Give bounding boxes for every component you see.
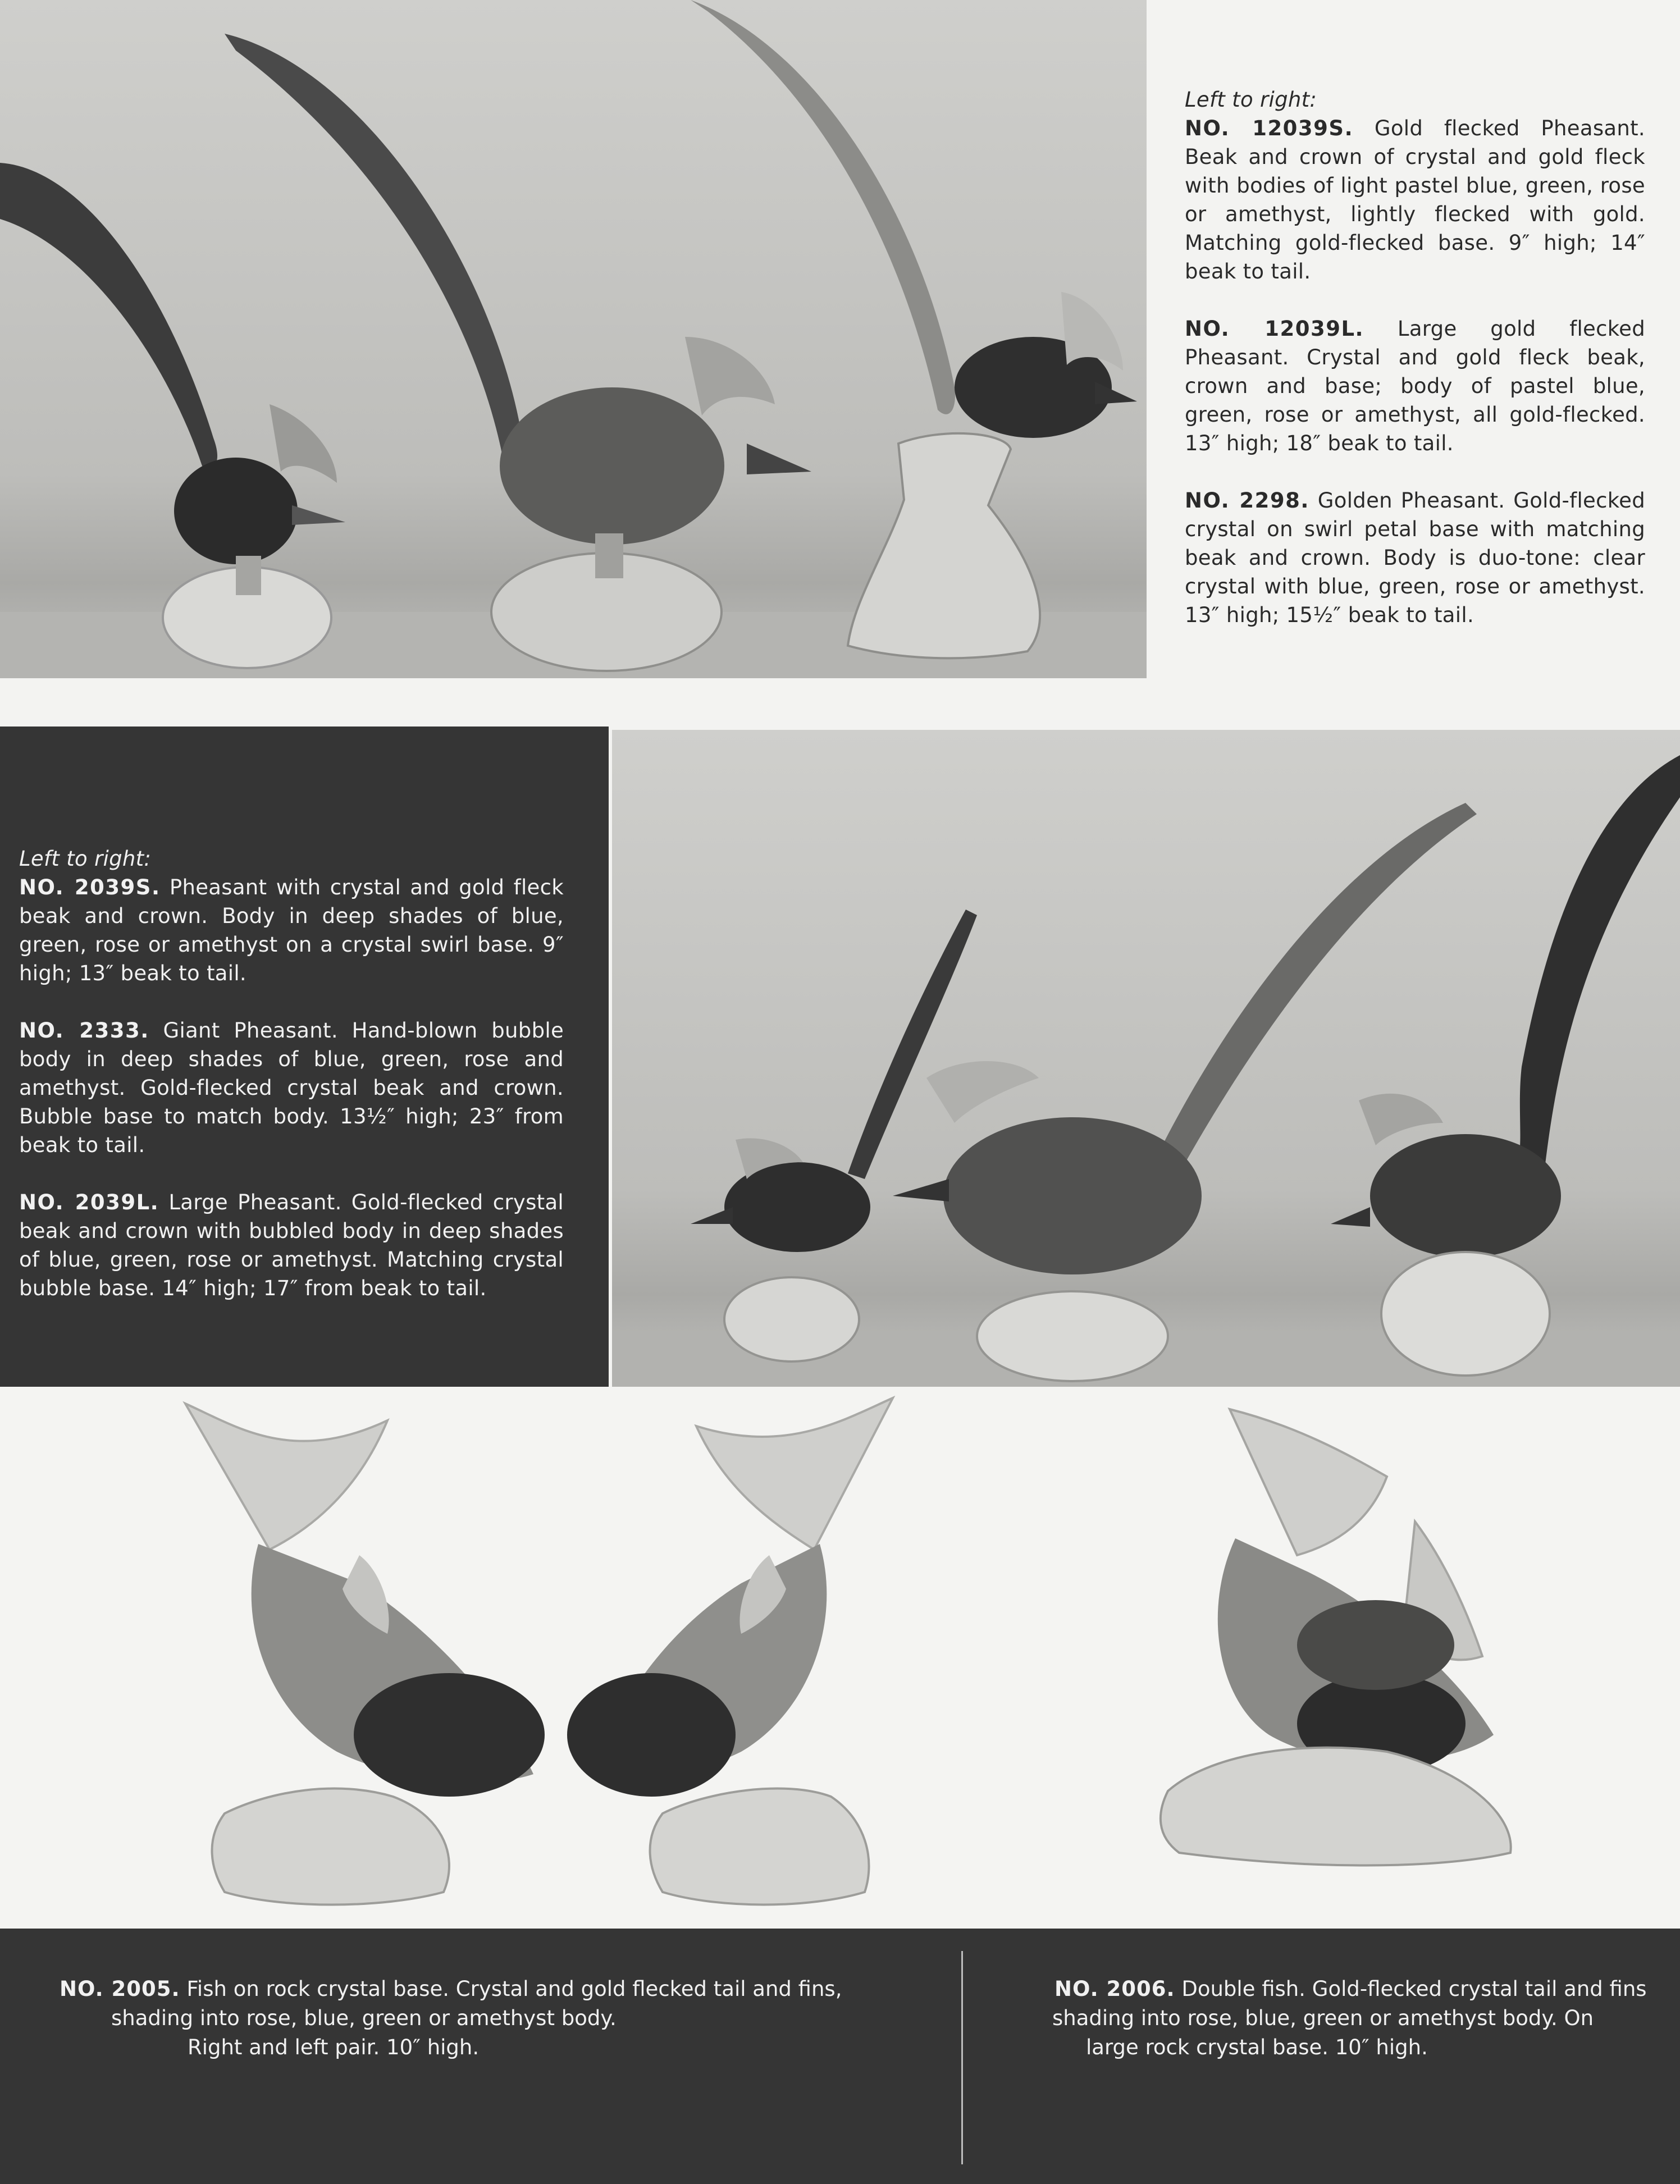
item-number: NO. 2039L. [19,1190,159,1214]
item-2298 [1185,486,1645,629]
caption-text: Fish on rock crystal base. Crystal and gold flecked tail and fins, [186,1977,842,2001]
item-text: Golden Pheasant. Gold-flecked crystal on swirl petal base with matching beak and crown. Body is duo-tone: clear crystal with blue, green, rose or amethyst. 13″ high; 15½″ beak to tail. [1185,488,1646,627]
caption-line-3: Right and left pair. 10″ high. [188,2035,480,2059]
item-2333 [19,1016,564,1159]
dark-panel-bottom [0,1929,1680,2184]
item-number: NO. 2039S. [19,875,161,899]
item-text: Large Pheasant. Gold-flecked crystal beak and crown with bubbled body in deep shades of blue, green, rose or amethyst. Matching crystal bubble base. 14″ high; 17″ from beak to tail. [19,1190,564,1300]
caption-line-1 [60,1975,935,2004]
caption-number: NO. 2006. [1054,1977,1175,2001]
caption-text: Double fish. Gold-flecked crystal tail and fins [1181,1977,1647,2001]
item-text: Giant Pheasant. Hand-blown bubble body in deep shades of blue, green, rose and amethyst. Gold-flecked crystal beak and crown. Bubble base to match body. 13½″ high; 23″ from beak to tail. [19,1018,564,1157]
item-12039s [1185,114,1645,286]
item-2039l [19,1188,564,1303]
photo-pheasants-middle [612,730,1680,1387]
item-2039s [19,873,564,988]
caption-line-3: large rock crystal base. 10″ high. [1086,2035,1428,2059]
caption-2005 [60,1975,935,2062]
pheasant-figurines-illustration [612,730,1680,1387]
caption-number: NO. 2005. [60,1977,180,2001]
divider-vertical [961,1951,963,2164]
lead-in-top: Left to right: [1185,88,1317,112]
item-text: Gold flecked Pheasant. Beak and crown of crystal and gold fleck with bodies of light pastel blue, green, rose or amethyst, lightly flecked with gold. Matching gold-flecked base. 9″ high; 14″ beak to tail. [1185,116,1645,284]
dark-panel-middle [0,727,609,1387]
item-12039l [1185,314,1645,458]
caption-line-1 [1054,1975,1661,2004]
item-text: Pheasant with crystal and gold fleck beak and crown. Body in deep shades of blue, green, rose or amethyst on a crystal swirl base. 9″ high; 13″ beak to tail. [19,875,564,985]
item-number: NO. 12039S. [1185,116,1354,140]
item-number: NO. 12039L. [1185,317,1364,341]
item-number: NO. 2298. [1185,488,1309,513]
description-middle [19,844,564,1331]
caption-line-2: shading into rose, blue, green or amethyst body. On [1052,2006,1594,2030]
pheasant-figurines-illustration [0,0,1147,678]
caption-2006 [1054,1975,1661,2062]
fish-figurines-illustration [0,1387,1680,1929]
caption-line-2: shading into rose, blue, green or amethyst body. [111,2006,617,2030]
photo-fish [0,1387,1680,1929]
item-number: NO. 2333. [19,1018,149,1043]
description-top [1185,85,1645,658]
lead-in-middle: Left to right: [19,847,152,871]
photo-pheasants-top [0,0,1147,678]
item-text: Large gold flecked Pheasant. Crystal and gold fleck beak, crown and base; body of pastel blue, green, rose or amethyst, all gold-flecked. 13″ high; 18″ beak to tail. [1185,317,1646,455]
